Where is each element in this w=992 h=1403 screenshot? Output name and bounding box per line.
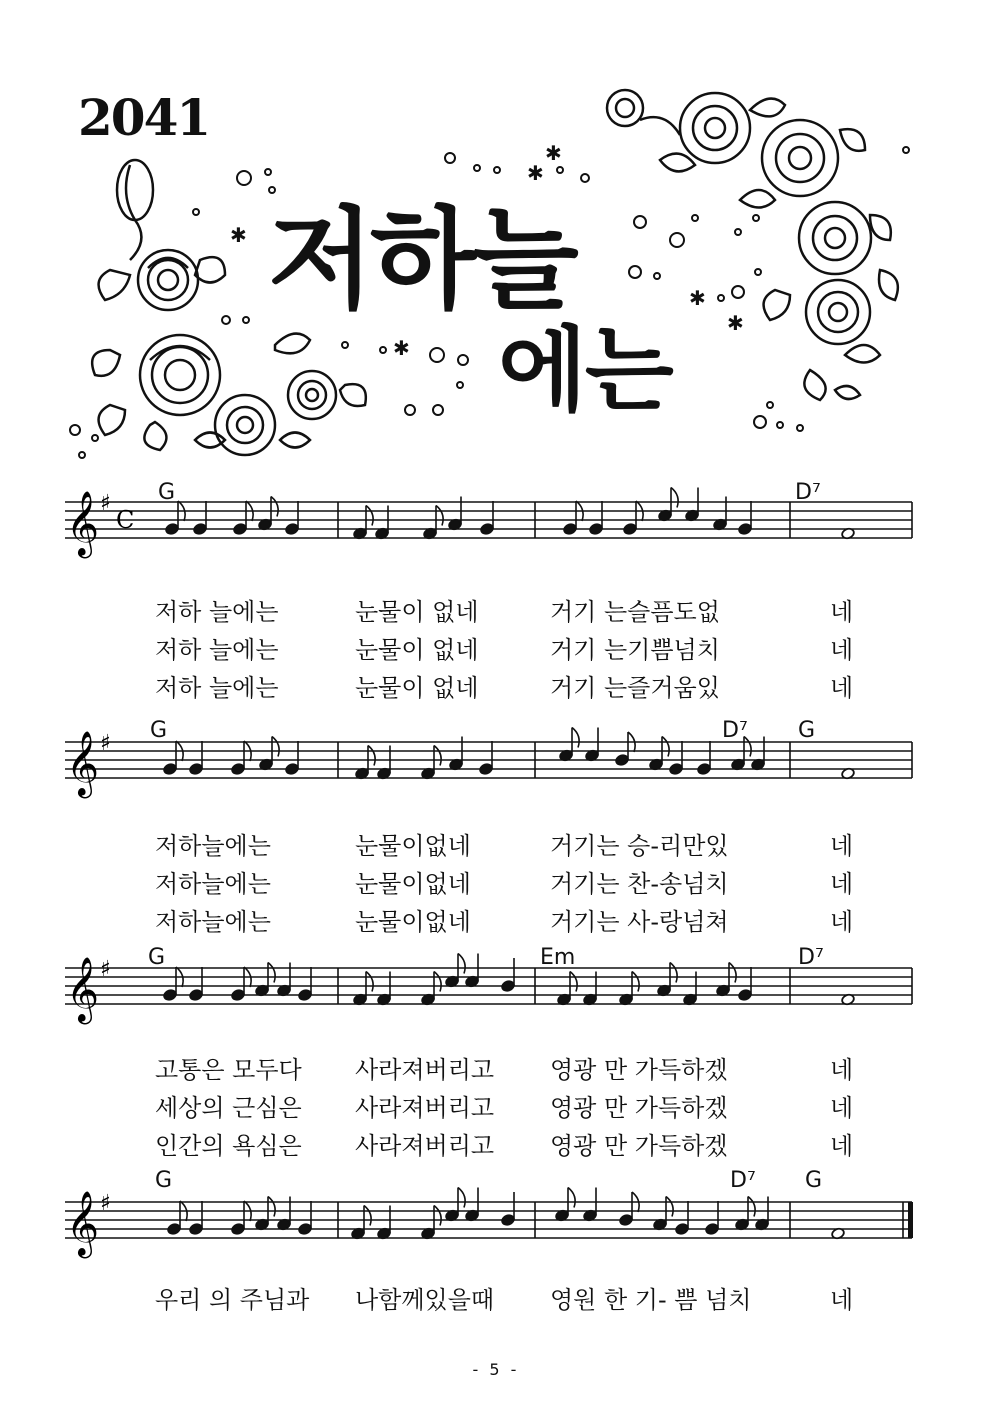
note-flag — [748, 1197, 755, 1217]
rose-right-4 — [799, 202, 871, 274]
lyric-segment: 세상의 근심은 — [155, 1094, 302, 1122]
lyric-segment: 고통은 모두다 — [155, 1056, 302, 1084]
svg-text:✱: ✱ — [230, 223, 247, 247]
note-head — [675, 1223, 689, 1236]
lyric-segment: 거기 는슬픔도없 — [550, 598, 720, 626]
treble-clef-icon: 𝄞 — [66, 1191, 100, 1256]
rose-right-5 — [806, 280, 870, 344]
final-barline — [908, 1202, 913, 1238]
song-number: 2041 — [78, 88, 210, 147]
note-head — [163, 763, 177, 776]
chord-symbol: G — [155, 1168, 173, 1193]
chord-symbol: D⁷ — [795, 480, 821, 505]
lyric-segment: 네 — [830, 1132, 854, 1160]
lyric-segment: 네 — [830, 1056, 854, 1084]
rose-left-3 — [215, 395, 275, 455]
lyric-segment: 눈물이 없네 — [355, 598, 479, 626]
note-flag — [436, 506, 443, 526]
sharp-icon: ♯ — [100, 491, 111, 516]
svg-text:✱: ✱ — [689, 286, 706, 310]
chord-symbol: Em — [540, 945, 576, 970]
note-flag — [271, 497, 278, 517]
lyric-segment: 네 — [830, 908, 854, 936]
lyric-segment: 네 — [830, 1094, 854, 1122]
lyric-segment: 눈물이 없네 — [355, 636, 479, 664]
music-staff — [0, 722, 992, 832]
svg-text:✱: ✱ — [545, 141, 562, 165]
note-flag — [670, 963, 677, 983]
note-flag — [570, 972, 577, 992]
rose-left-1 — [138, 250, 198, 310]
note-head — [167, 1223, 181, 1236]
lyric-segment: 우리 의 주님과 — [155, 1286, 310, 1314]
lyric-segment: 영광 만 가득하겠 — [550, 1094, 728, 1122]
sharp-icon: ♯ — [100, 957, 111, 982]
common-time-icon: C — [116, 506, 135, 534]
lyric-segment: 거기는 사-랑넘쳐 — [550, 908, 729, 936]
note-head — [619, 1214, 633, 1227]
note-flag — [671, 488, 678, 508]
note-head — [615, 754, 629, 767]
svg-text:✱: ✱ — [727, 311, 744, 335]
note-flag — [368, 746, 375, 766]
lyric-segment: 눈물이 없네 — [355, 674, 479, 702]
lyric-segment: 네 — [830, 832, 854, 860]
lyric-segment: 영원 한 기- 쁨 넘치 — [550, 1286, 752, 1314]
lyric-segment: 인간의 욕심은 — [155, 1132, 302, 1160]
lyric-segment: 네 — [830, 870, 854, 898]
lyric-segment: 저하 늘에는 — [155, 674, 279, 702]
note-head — [163, 989, 177, 1002]
rose-right-3 — [762, 120, 838, 196]
note-head — [563, 523, 577, 536]
lyric-segment: 저하 늘에는 — [155, 636, 279, 664]
lyric-segment: 눈물이없네 — [355, 870, 471, 898]
note-head — [233, 523, 247, 536]
lyric-segment: 거기는 승-리만있 — [550, 832, 729, 860]
note-head — [697, 763, 711, 776]
note-head — [189, 1223, 203, 1236]
chord-symbol: D⁷ — [798, 945, 824, 970]
note-flag — [268, 1197, 275, 1217]
chord-symbol: G — [158, 480, 176, 505]
note-flag — [366, 972, 373, 992]
chord-symbol: D⁷ — [722, 718, 748, 743]
note-head — [738, 989, 752, 1002]
svg-text:✱: ✱ — [527, 161, 544, 185]
lyric-segment: 네 — [830, 674, 854, 702]
note-flag — [572, 728, 579, 748]
chord-symbol: G — [805, 1168, 823, 1193]
music-staff — [0, 482, 992, 592]
note-head — [589, 523, 603, 536]
note-flag — [632, 972, 639, 992]
chord-symbol: G — [148, 945, 166, 970]
lyric-segment: 저하 늘에는 — [155, 598, 279, 626]
title-line-1: 저하늘 — [268, 196, 575, 324]
note-flag — [458, 954, 465, 974]
lyric-segment: 저하늘에는 — [155, 870, 271, 898]
note-flag — [434, 746, 441, 766]
lyric-segment: 네 — [830, 636, 854, 664]
treble-clef-icon: 𝄞 — [66, 491, 100, 556]
page-number: - 5 - — [472, 1360, 520, 1379]
note-head — [705, 1223, 719, 1236]
chord-symbol: G — [150, 718, 168, 743]
note-head — [193, 523, 207, 536]
note-head — [285, 523, 299, 536]
note-head — [623, 523, 637, 536]
note-flag — [434, 1206, 441, 1226]
note-head — [189, 989, 203, 1002]
note-head — [231, 1223, 245, 1236]
lyric-segment: 사라져버리고 — [355, 1056, 495, 1084]
lyric-segment: 영광 만 가득하겠 — [550, 1132, 728, 1160]
note-flag — [268, 963, 275, 983]
note-head — [479, 763, 493, 776]
lyric-segment: 네 — [830, 1286, 854, 1314]
note-head — [231, 763, 245, 776]
rose-right-1 — [607, 90, 643, 126]
note-flag — [662, 737, 669, 757]
chord-symbol: D⁷ — [730, 1168, 756, 1193]
lyric-segment: 나함께있을때 — [355, 1286, 495, 1314]
lyric-segment: 거기 는기쁨넘치 — [550, 636, 720, 664]
note-flag — [458, 1188, 465, 1208]
lyric-segment: 거기는 찬-송넘치 — [550, 870, 729, 898]
note-head — [189, 763, 203, 776]
rose-left-2 — [140, 335, 220, 415]
lyric-segment: 영광 만 가득하겠 — [550, 1056, 728, 1084]
note-flag — [366, 506, 373, 526]
note-flag — [364, 1206, 371, 1226]
sharp-icon: ♯ — [100, 731, 111, 756]
note-head — [738, 523, 752, 536]
chord-symbol: G — [798, 718, 816, 743]
treble-clef-icon: 𝄞 — [66, 957, 100, 1022]
note-flag — [666, 1197, 673, 1217]
sharp-icon: ♯ — [100, 1191, 111, 1216]
title-line-2: 에는 — [498, 317, 672, 424]
lyric-segment: 사라져버리고 — [355, 1094, 495, 1122]
note-head — [298, 989, 312, 1002]
note-flag — [729, 963, 736, 983]
lyric-segment: 눈물이없네 — [355, 908, 471, 936]
lyric-segment: 저하늘에는 — [155, 832, 271, 860]
music-staff — [0, 1182, 992, 1292]
svg-text:✱: ✱ — [393, 336, 410, 360]
note-head — [501, 1214, 515, 1227]
note-head — [669, 763, 683, 776]
title-header — [0, 0, 992, 470]
note-head — [480, 523, 494, 536]
note-flag — [434, 972, 441, 992]
treble-clef-icon: 𝄞 — [66, 731, 100, 796]
lyric-segment: 거기 는즐거움있 — [550, 674, 720, 702]
note-head — [285, 763, 299, 776]
note-flag — [272, 737, 279, 757]
lyric-segment: 저하늘에는 — [155, 908, 271, 936]
lyric-segment: 네 — [830, 598, 854, 626]
note-head — [165, 523, 179, 536]
note-head — [501, 980, 515, 993]
note-head — [231, 989, 245, 1002]
lyric-segment: 사라져버리고 — [355, 1132, 495, 1160]
note-flag — [568, 1188, 575, 1208]
rose-right-2 — [680, 93, 750, 163]
rose-left-4 — [288, 371, 336, 419]
note-head — [298, 1223, 312, 1236]
lyric-segment: 눈물이없네 — [355, 832, 471, 860]
